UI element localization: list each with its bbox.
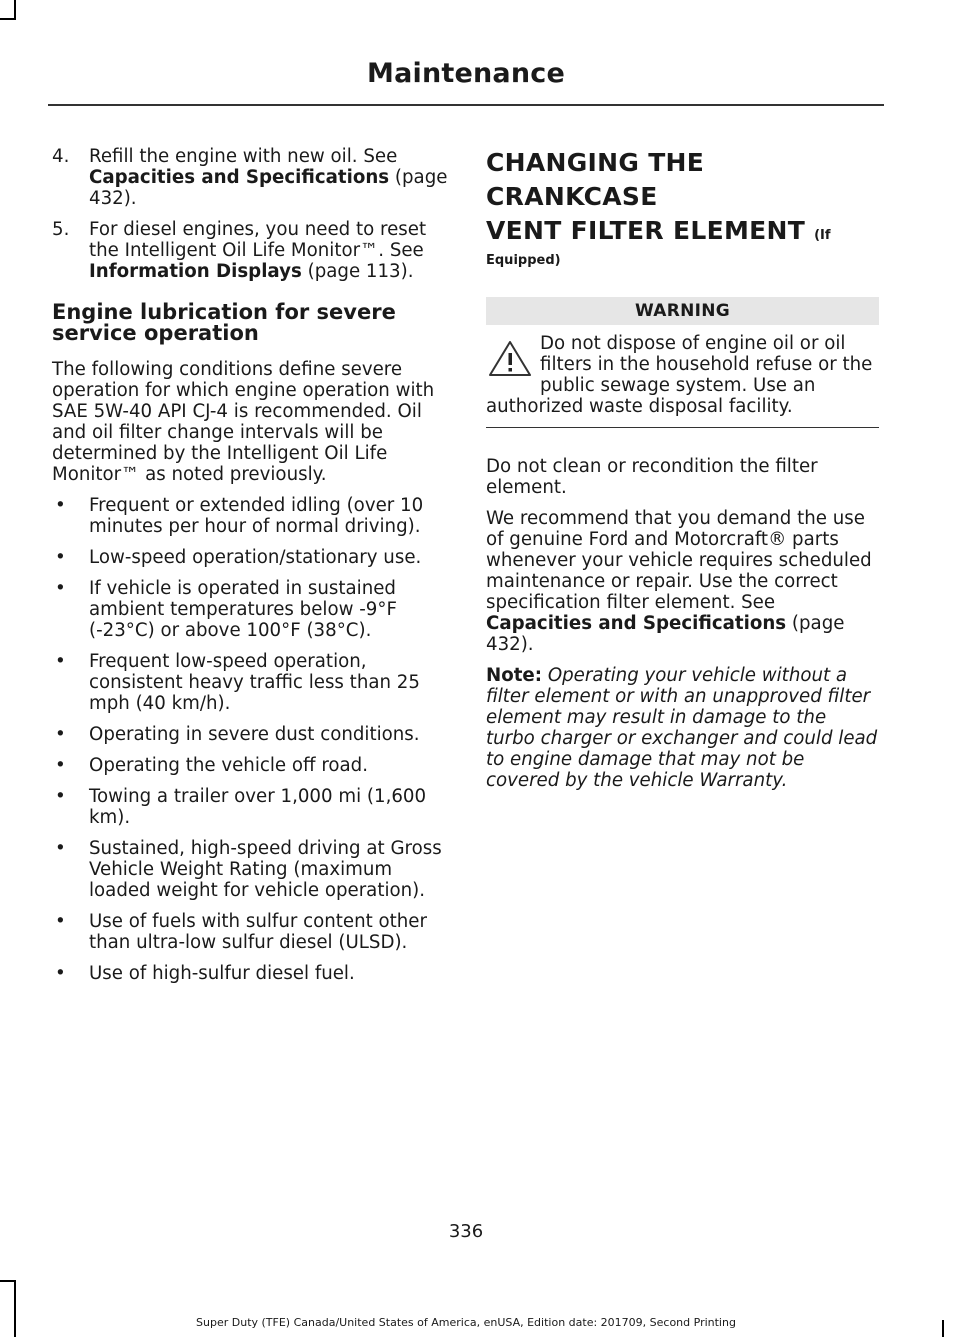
list-item (52, 755, 448, 776)
intro-paragraph: The following conditions define severe operation for which engine operation with SAE 5W-40 API CJ-4 is recommended. Oil and oil filter change intervals will be determined by the Intelligent Oil Life Monitor™ as noted previously. (52, 359, 435, 485)
list-item (52, 547, 448, 568)
list-item-text: Operating the vehicle off road. (89, 755, 369, 776)
page-ref: (page 113). (301, 261, 414, 282)
list-item (52, 911, 448, 953)
bullet-icon: • (55, 547, 66, 568)
section-title (486, 146, 879, 253)
list-item-text: Towing a trailer over 1,000 mi (1,600 km). (89, 786, 427, 828)
section-heading: Engine lubrication for severe service operation (52, 300, 396, 345)
list-item (52, 578, 448, 641)
paragraph: Do not clean or recondition the filter element. (486, 456, 818, 498)
note (486, 665, 879, 791)
bullet-icon: • (55, 786, 66, 807)
cross-reference[interactable]: Information Displays (89, 261, 302, 282)
section-title-qualifier-cont: Equipped) (486, 253, 561, 268)
footer-edition: Super Duty (TFE) Canada/United States of America, enUSA, Edition date: 201709, Second Printing (196, 1316, 736, 1329)
crop-mark (942, 1320, 944, 1337)
left-column (52, 146, 448, 994)
numbered-step (52, 219, 448, 282)
page-number: 336 (448, 1221, 484, 1242)
warning-triangle-icon (486, 339, 540, 379)
list-item-text: Frequent low-speed operation, consistent heavy traffic less than 25 mph (40 km/h). (89, 651, 420, 714)
list-item-text: Use of fuels with sulfur content other than ultra-low sulfur diesel (ULSD). (89, 911, 427, 953)
step-number: 4. (52, 146, 70, 167)
page-ref: (page 432). (89, 167, 448, 209)
list-item-text: Operating in severe dust conditions. (89, 724, 420, 745)
warning-text-main: Do not dispose of engine oil or oil filters in the household refuse or the public sewage system. Use an (540, 333, 873, 396)
crop-mark (14, 0, 16, 20)
list-item-text: Low-speed operation/stationary use. (89, 547, 422, 568)
paragraph (486, 508, 879, 655)
list-item-text: Frequent or extended idling (over 10 minutes per hour of normal driving). (89, 495, 424, 537)
section-title-qualifier: (If (814, 228, 831, 243)
paragraph-text: We recommend that you demand the use of genuine Ford and Motorcraft® parts whenever your vehicle requires scheduled maintenance or repair. Use the correct specification filter element. See (486, 508, 872, 613)
list-item (52, 651, 448, 714)
bullet-icon: • (55, 724, 66, 745)
bullet-icon: • (55, 578, 66, 599)
step-text: For diesel engines, you need to reset the Intelligent Oil Life Monitor™. See (89, 219, 427, 261)
right-column (486, 146, 879, 801)
section-title-line2: VENT FILTER ELEMENT (486, 216, 806, 245)
bullet-icon: • (55, 911, 66, 932)
list-item (52, 786, 448, 828)
note-label: Note: (486, 665, 543, 686)
warning-text-tail: authorized waste disposal facility. (486, 396, 793, 417)
list-item-text: Use of high-sulfur diesel fuel. (89, 963, 355, 984)
step-text: Refill the engine with new oil. See (89, 146, 398, 167)
crop-mark (0, 18, 16, 20)
step-number: 5. (52, 219, 70, 240)
crop-mark (0, 1280, 16, 1282)
warning-label: WARNING (486, 297, 879, 325)
bullet-icon: • (55, 755, 66, 776)
page-title: Maintenance (367, 58, 565, 89)
bullet-icon: • (55, 963, 66, 984)
warning-box (486, 333, 879, 428)
bullet-icon: • (55, 495, 66, 516)
note-text: Operating your vehicle without a filter element or with an unapproved filter element may result in damage to the turbo charger or exchanger and could lead to engine damage that may not be covered by the vehicle Warranty. (486, 665, 878, 791)
list-item (52, 963, 448, 984)
warning-text (486, 333, 879, 417)
list-item (52, 495, 448, 537)
header-rule (48, 104, 884, 106)
page-ref: (page 432). (486, 613, 845, 655)
numbered-step (52, 146, 448, 209)
list-item-text: Sustained, high-speed driving at Gross Vehicle Weight Rating (maximum loaded weight for vehicle operation). (89, 838, 442, 901)
bullet-icon: • (55, 651, 66, 672)
list-item (52, 724, 448, 745)
cross-reference[interactable]: Capacities and Specifications (89, 167, 390, 188)
section-title-line1: CHANGING THE CRANKCASE (486, 148, 705, 211)
list-item-text: If vehicle is operated in sustained ambient temperatures below -9°F (-23°C) or above 100°F (38°C). (89, 578, 397, 641)
bullet-icon: • (55, 838, 66, 859)
cross-reference[interactable]: Capacities and Specifications (486, 613, 787, 634)
list-item (52, 838, 448, 901)
